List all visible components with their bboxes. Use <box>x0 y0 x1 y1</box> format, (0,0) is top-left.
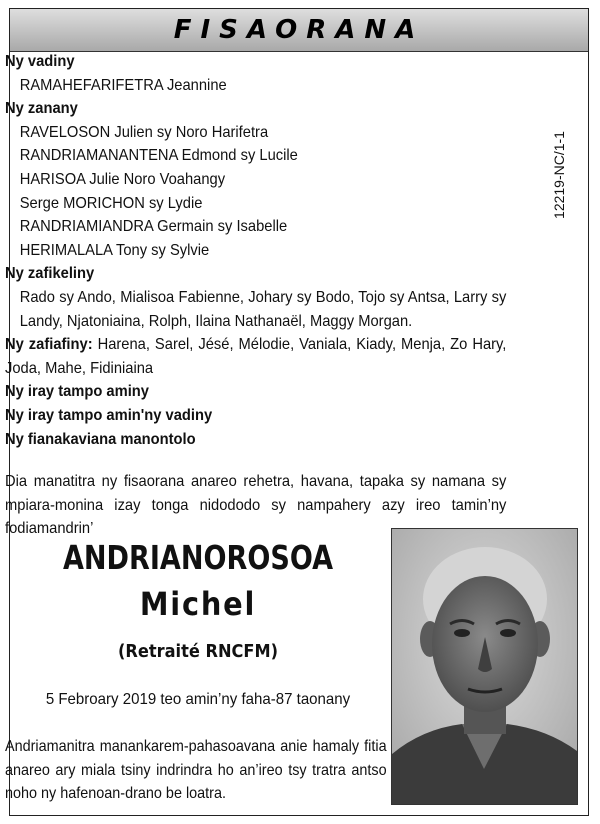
deceased-first-name: Michel <box>139 585 257 623</box>
reference-code: 12219-NC/1-1 <box>551 131 567 219</box>
zafiafiny-text: Harena, Sarel, Jésé, Mélodie, Vaniala, Kiady, Menja, Zo Hary, Joda, Mahe, Fidiniaina <box>5 336 507 377</box>
deceased-title: (Retraité RNCFM) <box>118 641 278 662</box>
zanany-member: Serge MORICHON sy Lydie <box>19 194 203 212</box>
portrait-photo <box>391 528 578 805</box>
zafikeliny-text: Rado sy Ando, Mialisoa Fabienne, Johary sy Bodo, Tojo sy Antsa, Larry sy Landy, Njatoniaina, Rolph, Ilaina Nathanaël, Maggy Morgan. <box>19 288 507 330</box>
zafiafiny-line <box>5 333 506 380</box>
zanany-member: RANDRIAMIANDRA Germain sy Isabelle <box>19 218 288 236</box>
zanany-member: HERIMALALA Tony sy Sylvie <box>19 241 210 259</box>
portrait-illustration <box>392 529 577 804</box>
heading-zafikeliny: Ny zafikeliny <box>5 265 95 283</box>
closing-message <box>5 735 387 806</box>
deceased-surname: ANDRIANOROSOA <box>62 538 334 577</box>
heading-iray-tampo: Ny iray tampo aminy <box>5 383 149 401</box>
family-list <box>5 50 506 541</box>
heading-vadiny: Ny vadiny <box>5 53 75 70</box>
thanks-message: Dia manatitra ny fisaorana anareo rehetra, havana, tapaka sy namana sy mpiara-monina izay tonga nidododo sy nampahery azy ireo tamin’ny fodiamandrin’ <box>5 473 507 538</box>
heading-iray-tampo-vadiny: Ny iray tampo amin'ny vadiny <box>5 406 213 424</box>
heading-zanany: Ny zanany <box>5 100 78 118</box>
zanany-member: RAVELOSON Julien sy Noro Harifetra <box>19 123 269 141</box>
zanany-member: HARISOA Julie Noro Voahangy <box>19 170 226 188</box>
vadiny-member: RAMAHEFARIFETRA Jeannine <box>19 76 227 94</box>
header-banner <box>10 9 588 52</box>
heading-zafiafiny: Ny zafiafiny: <box>5 336 93 354</box>
death-note: 5 Febroary 2019 teo amin’ny faha-87 taonany <box>45 691 351 708</box>
closing-text: Andriamanitra manankarem-pahasoavana anie hamaly fitia anareo ary miala tsiny indrindra ho an’ireo tsy tratra antso noho ny hafenoan-drano be loatra. <box>5 738 387 803</box>
zanany-member: RANDRIAMANANTENA Edmond sy Lucile <box>19 147 298 165</box>
heading-fianakaviana: Ny fianakaviana manontolo <box>5 430 196 448</box>
banner-title: FISAORANA <box>173 15 425 45</box>
